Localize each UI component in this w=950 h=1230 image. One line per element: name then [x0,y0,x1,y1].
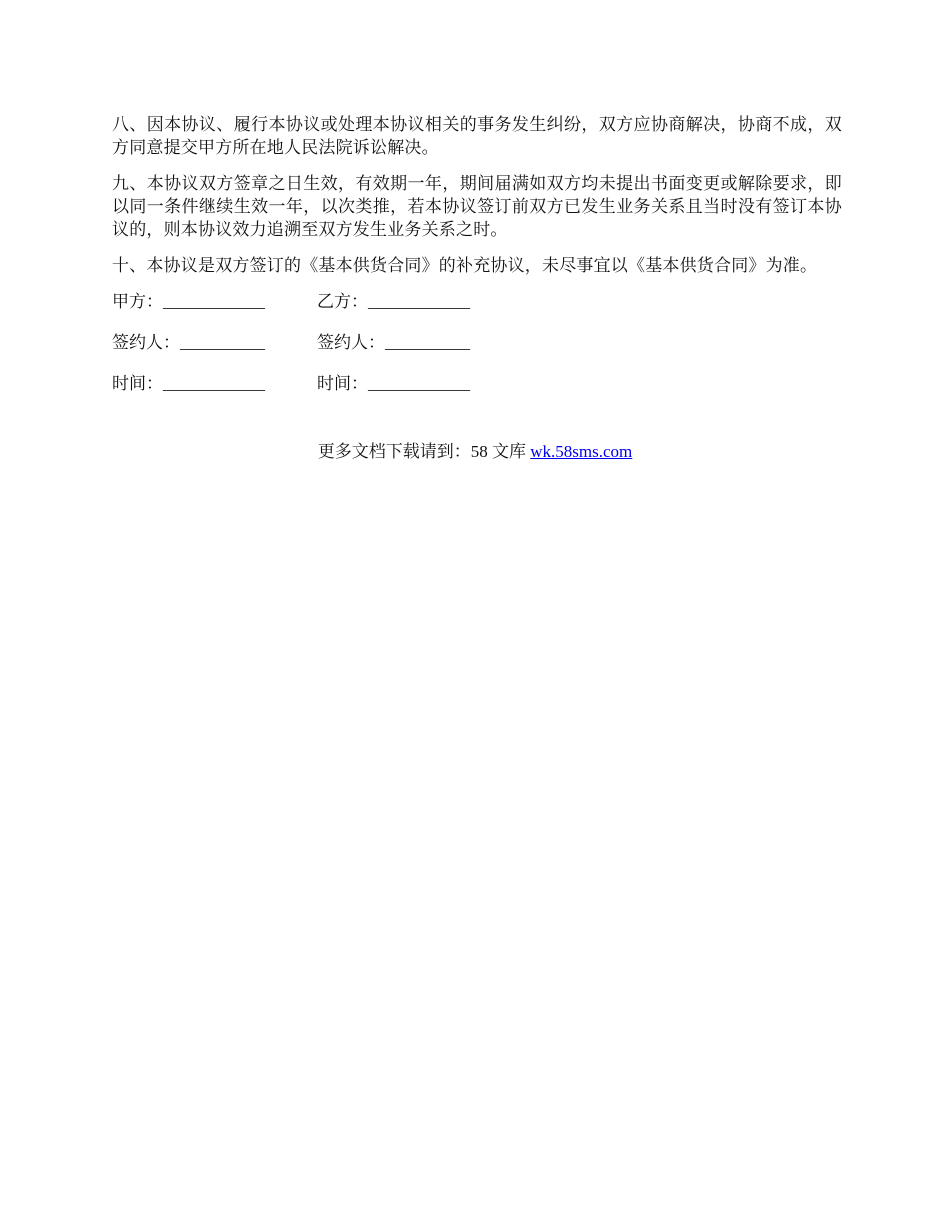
party-row [112,290,842,313]
clause-10: 十、本协议是双方签订的《基本供货合同》的补充协议，未尽事宜以《基本供货合同》为准。 [112,256,818,275]
document-body [112,113,842,413]
footer-text: 更多文档下载请到：58 文库 [317,442,531,461]
clause-8: 八、因本协议、履行本协议或处理本协议相关的事务发生纠纷，双方应协商解决，协商不成，双方同意提交甲方所在地人民法院诉讼解决。 [112,115,842,157]
download-footer [0,440,950,463]
date-b-line: 时间：____________ [317,374,470,393]
footer-link[interactable]: wk.58sms.com [530,442,633,461]
party-a-line: 甲方：____________ [112,292,265,311]
signer-b-line: 签约人：__________ [317,333,470,352]
clause-9: 九、本协议双方签章之日生效，有效期一年，期间届满如双方均未提出书面变更或解除要求，即以同一条件继续生效一年，以次类推，若本协议签订前双方已发生业务关系且当时没有签订本协议的，则本协议效力追溯至双方发生业务关系之时。 [112,174,842,239]
party-b-line: 乙方：____________ [317,292,470,311]
signer-a-line: 签约人：__________ [112,333,265,352]
date-a-line: 时间：____________ [112,374,265,393]
date-row [112,372,842,395]
signer-row [112,331,842,354]
